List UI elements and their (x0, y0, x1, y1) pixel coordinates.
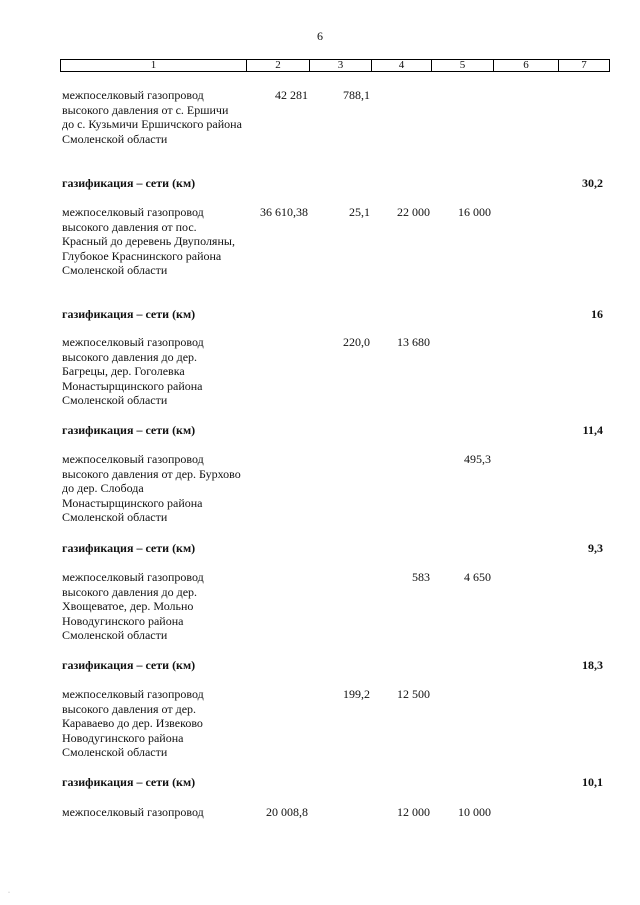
length-value: 25,1 (349, 205, 370, 219)
scan-mark: · (8, 890, 10, 896)
subtotal-value: 30,2 (582, 176, 603, 190)
header-col-7: 7 (581, 59, 587, 71)
pipeline-description: межпоселковый газопровод высокого давления до дер. Хвощеватое, дер. Мольно Новодугинского района Смоленской области (62, 570, 204, 642)
subtotal-value: 16 (591, 307, 603, 321)
col4-value: 22 000 (397, 205, 430, 219)
length-value: 788,1 (343, 88, 370, 102)
subtotal-label: газификация – сети (км) (62, 423, 196, 437)
pipeline-description: межпоселковый газопровод высокого давления от с. Ершичи до с. Кузьмичи Ершичского района Смоленской области (62, 88, 242, 146)
cost-value: 42 281 (275, 88, 308, 102)
length-value: 199,2 (343, 687, 370, 701)
cost-value: 36 610,38 (260, 205, 308, 219)
col5-value: 4 650 (464, 570, 491, 584)
subtotal-value: 9,3 (588, 541, 603, 555)
pipeline-description: межпоселковый газопровод (62, 805, 204, 819)
col4-value: 583 (412, 570, 430, 584)
subtotal-value: 10,1 (582, 775, 603, 789)
pipeline-description: межпоселковый газопровод высокого давления от дер. Бурхово до дер. Слобода Монастырщинского района Смоленской области (62, 452, 241, 524)
subtotal-label: газификация – сети (км) (62, 658, 196, 672)
subtotal-label: газификация – сети (км) (62, 307, 196, 321)
table-header-row (60, 59, 610, 72)
col5-value: 16 000 (458, 205, 491, 219)
pipeline-description: межпоселковый газопровод высокого давления от дер. Караваево до дер. Извеково Новодугинского района Смоленской области (62, 687, 204, 759)
pipeline-description: межпоселковый газопровод высокого давления от пос. Красный до деревень Двуполяны, Глубокое Краснинского района Смоленской области (62, 205, 235, 277)
col4-value: 12 000 (397, 805, 430, 819)
pipeline-description: межпоселковый газопровод высокого давления до дер. Багрецы, дер. Гоголевка Монастырщинского района Смоленской области (62, 335, 204, 407)
subtotal-label: газификация – сети (км) (62, 775, 196, 789)
page-number: 6 (317, 29, 323, 43)
header-col-6: 6 (494, 60, 559, 71)
subtotal-label: газификация – сети (км) (62, 541, 196, 555)
subtotal-value: 18,3 (582, 658, 603, 672)
length-value: 220,0 (343, 335, 370, 349)
header-col-2: 2 (247, 60, 310, 71)
header-col-5: 5 (432, 60, 494, 71)
header-col-3: 3 (310, 60, 372, 71)
col5-value: 495,3 (464, 452, 491, 466)
subtotal-value: 11,4 (582, 423, 603, 437)
col4-value: 12 500 (397, 687, 430, 701)
header-col-1: 1 (61, 60, 247, 71)
header-col-4: 4 (372, 60, 432, 71)
cost-value: 20 008,8 (266, 805, 308, 819)
subtotal-label: газификация – сети (км) (62, 176, 196, 190)
col4-value: 13 680 (397, 335, 430, 349)
col5-value: 10 000 (458, 805, 491, 819)
